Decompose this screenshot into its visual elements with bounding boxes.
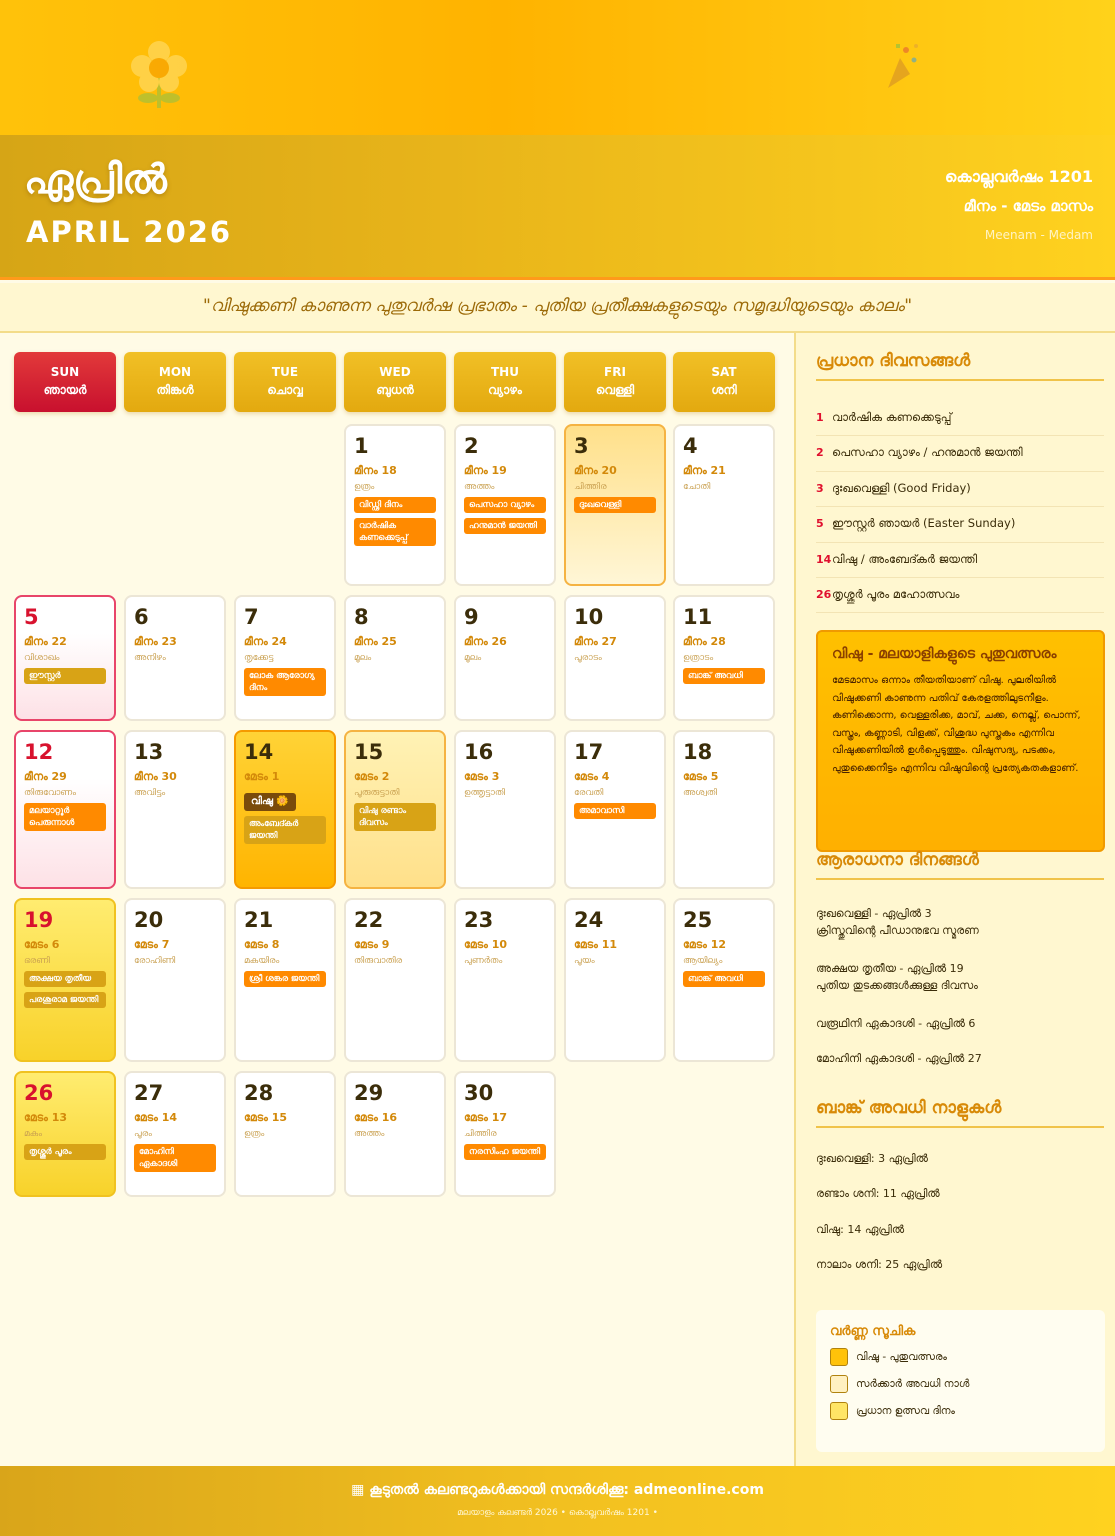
event-tag: ഈസ്റ്റർ: [24, 668, 106, 684]
malayalam-date: മീനം 30: [134, 770, 177, 783]
star-name: പുണർതം: [464, 956, 503, 966]
day-number: 18: [683, 740, 713, 764]
weekday-header-tue: [234, 352, 336, 412]
day-cell-5[interactable]: [14, 595, 116, 721]
worship-day-title: ദുഃഖവെള്ളി - ഏപ്രിൽ 3: [816, 907, 932, 920]
day-cell-17[interactable]: [564, 730, 666, 889]
day-cell-23[interactable]: [454, 898, 556, 1062]
event-tag: ബാങ്ക് അവധി: [683, 971, 765, 987]
vishu-quote: "വിഷുക്കണി കാണുന്ന പുതുവർഷ പ്രഭാതം - പുതിയ പ്രതീക്ഷകളുടെയും സമൃദ്ധിയുടെയും കാലം": [0, 283, 1115, 333]
malayalam-date: മേടം 5: [683, 770, 719, 783]
important-day-label: വിഷു / അംബേദ്കർ ജയന്തി: [832, 551, 978, 566]
event-tag: ദുഃഖവെള്ളി: [574, 497, 656, 513]
weekday-en: WED: [379, 365, 411, 379]
weekday-ml: ഞായർ: [43, 383, 87, 397]
star-name: അശ്വതി: [683, 788, 717, 798]
day-number: 9: [464, 605, 479, 629]
day-number: 20: [134, 908, 164, 932]
event-tag: അംബേദ്കർ ജയന്തി: [244, 816, 326, 844]
legend-row: [830, 1348, 1091, 1366]
worship-day-desc: പുതിയ തുടക്കങ്ങൾക്കുള്ള ദിവസം: [816, 979, 978, 992]
bank-holidays-list: [816, 1148, 1104, 1290]
star-name: അത്തം: [464, 482, 495, 492]
worship-day-title: അക്ഷയ തൃതീയ - ഏപ്രിൽ 19: [816, 962, 964, 975]
weekday-en: SAT: [711, 365, 737, 379]
day-number: 30: [464, 1081, 494, 1105]
malayalam-date: മേടം 14: [134, 1111, 178, 1124]
malayalam-date: മേടം 10: [464, 938, 508, 951]
star-name: വിശാഖം: [24, 653, 60, 663]
star-name: അത്തം: [354, 1129, 385, 1139]
important-day-label: പെസഹാ വ്യാഴം / ഹനുമാൻ ജയന്തി: [832, 445, 1023, 460]
event-tag: നരസിംഹ ജയന്തി: [464, 1144, 546, 1160]
worship-day-item: [816, 1048, 1104, 1083]
star-name: ഉത്രം: [244, 1129, 265, 1139]
star-name: പൂരം: [134, 1129, 152, 1139]
malayalam-date: മീനം 18: [354, 464, 397, 477]
day-number: 25: [683, 908, 713, 932]
important-day-item: [816, 507, 1104, 542]
legend-label: വിഷു - പുതുവത്സരം: [856, 1350, 947, 1363]
malayalam-date: മീനം 24: [244, 635, 287, 648]
day-cell-30[interactable]: [454, 1071, 556, 1197]
day-number: 5: [24, 605, 39, 629]
day-cell-4[interactable]: [673, 424, 775, 586]
weekday-en: MON: [158, 365, 192, 379]
worship-day-item: [816, 1013, 1104, 1048]
bank-holidays-title: ബാങ്ക് അവധി നാളുകൾ: [816, 1098, 1002, 1118]
day-cell-13[interactable]: [124, 730, 226, 889]
malayalam-date: മേടം 4: [574, 770, 610, 783]
day-number: 2: [464, 434, 479, 458]
important-days-list: [816, 401, 1104, 613]
important-day-label: ഈസ്റ്റർ ഞായർ (Easter Sunday): [832, 516, 1016, 531]
star-name: രേവതി: [574, 788, 604, 798]
star-name: ചോതി: [683, 482, 711, 492]
malayalam-months: മീനം - മേടം മാസം: [963, 197, 1093, 215]
day-number: 10: [574, 605, 604, 629]
weekday-en: THU: [491, 365, 519, 379]
day-number: 6: [134, 605, 149, 629]
star-name: പൂയം: [574, 956, 595, 966]
divider: [816, 878, 1104, 880]
legend-row: [830, 1402, 1091, 1420]
day-number: 1: [354, 434, 369, 458]
day-cell-1[interactable]: [344, 424, 446, 586]
weekday-header-mon: [124, 352, 226, 412]
day-number: 13: [134, 740, 164, 764]
important-day-item: [816, 401, 1104, 436]
sidebar: [794, 333, 1115, 1466]
event-tag: ഹനുമാൻ ജയന്തി: [464, 518, 546, 534]
day-cell-7[interactable]: [234, 595, 336, 721]
malayalam-date: മീനം 27: [574, 635, 617, 648]
worship-days-title: ആരാധനാ ദിനങ്ങൾ: [816, 850, 979, 870]
day-number: 23: [464, 908, 494, 932]
weekday-ml: ബുധൻ: [376, 383, 414, 397]
malayalam-date: മേടം 3: [464, 770, 500, 783]
important-day-label: ദുഃഖവെള്ളി (Good Friday): [832, 480, 971, 495]
malayalam-date: മീനം 21: [683, 464, 726, 477]
divider: [816, 379, 1104, 381]
day-cell-8[interactable]: [344, 595, 446, 721]
weekday-header-thu: [454, 352, 556, 412]
malayalam-date: മീനം 23: [134, 635, 177, 648]
day-number: 12: [24, 740, 54, 764]
day-cell-16[interactable]: [454, 730, 556, 889]
legend-title: വർണ്ണ സൂചിക: [830, 1324, 916, 1339]
malayalam-date: മീനം 26: [464, 635, 507, 648]
important-day-date: 14: [816, 552, 832, 566]
event-tag: ബാങ്ക് അവധി: [683, 668, 765, 684]
malayalam-date: മേടം 12: [683, 938, 727, 951]
important-day-item: [816, 578, 1104, 613]
vishu-info-text: മേടമാസം ഒന്നാം തീയതിയാണ് വിഷു. പുലരിയിൽ വിഷുക്കണി കാണുന്ന പതിവ് കേരളത്തിലുടനീളം. കണിക്കൊന്ന, വെള്ളരിക്ക, മാവ്, ചക്ക, നെല്ല്, പൊന്ന്, വസ്ത്രം, കണ്ണാടി, വിളക്ക്, വിശുദ്ധ പുസ്തകം എന്നിവ വിഷുക്കണിയിൽ ഉൾപ്പെടുത്തും. വിഷുസദ്യ, പടക്കം, പുതുക്കൈനീട്ടം എന്നിവ വിഷുവിന്റെ പ്രത്യേകതകളാണ്.: [832, 675, 1081, 774]
day-cell-6[interactable]: [124, 595, 226, 721]
event-tag: പെസഹാ വ്യാഴം: [464, 497, 546, 513]
day-number: 28: [244, 1081, 274, 1105]
bank-holidays-section: [816, 1098, 1104, 1128]
malayalam-date: മേടം 15: [244, 1111, 288, 1124]
malayalam-date: മേടം 11: [574, 938, 618, 951]
event-tag: മോഹിനി ഏകാദശി: [134, 1144, 216, 1172]
bank-holiday-item: വിഷു: 14 ഏപ്രിൽ: [816, 1222, 905, 1236]
important-day-item: [816, 543, 1104, 578]
important-day-date: 5: [816, 517, 824, 531]
day-number: 17: [574, 740, 604, 764]
event-tag: വിഷു 🌼: [244, 793, 296, 811]
star-name: പൂരുരുട്ടാതി: [354, 788, 400, 798]
star-name: മകം: [24, 1129, 43, 1139]
weekday-en: TUE: [271, 365, 299, 379]
star-name: ഉത്രം: [354, 482, 375, 492]
star-name: മൂലം: [464, 653, 482, 663]
day-cell-25[interactable]: [673, 898, 775, 1062]
malayalam-date: മേടം 16: [354, 1111, 398, 1124]
day-cell-19[interactable]: [14, 898, 116, 1062]
kollavarsham-year: കൊല്ലവർഷം 1201: [944, 167, 1093, 186]
star-name: അനിഴം: [134, 653, 166, 663]
malayalam-date: മീനം 22: [24, 635, 67, 648]
malayalam-date: മേടം 17: [464, 1111, 508, 1124]
footer-text: കൂടുതൽ കലണ്ടറുകൾക്കായി സന്ദർശിക്കൂ:: [369, 1482, 630, 1498]
star-name: മകയിരം: [244, 956, 280, 966]
star-name: പൂരാടം: [574, 653, 602, 663]
footer-subtext: മലയാളം കലണ്ടർ 2026 • കൊല്ലവർഷം 1201 •: [457, 1508, 658, 1518]
event-tag: മലയാറ്റൂർ പെരുന്നാൾ: [24, 803, 106, 831]
event-tag: ശ്രീ ശങ്കര ജയന്തി: [244, 971, 326, 987]
footer-line: [0, 1482, 1115, 1498]
important-day-item: [816, 436, 1104, 471]
weekday-header-sun: [14, 352, 116, 412]
weekday-header-fri: [564, 352, 666, 412]
weekday-ml: വെള്ളി: [595, 383, 635, 397]
malayalam-date: മേടം 6: [24, 938, 60, 951]
calendar-icon: ▦: [351, 1482, 365, 1498]
day-cell-2[interactable]: [454, 424, 556, 586]
weekday-ml: തിങ്കൾ: [156, 383, 194, 397]
event-tag: പരശുരാമ ജയന്തി: [24, 992, 106, 1008]
malayalam-date: മേടം 1: [244, 770, 280, 783]
day-cell-14[interactable]: [234, 730, 336, 889]
worship-days-list: [816, 903, 1104, 1083]
day-number: 14: [244, 740, 274, 764]
vishu-info-title: വിഷു - മലയാളികളുടെ പുതുവത്സരം: [832, 646, 1057, 662]
day-cell-12[interactable]: [14, 730, 116, 889]
day-number: 22: [354, 908, 384, 932]
important-day-item: [816, 472, 1104, 507]
day-cell-29[interactable]: [344, 1071, 446, 1197]
day-cell-9[interactable]: [454, 595, 556, 721]
event-tag: വാർഷിക കണക്കെടുപ്പ്: [354, 518, 436, 546]
day-cell-11[interactable]: [673, 595, 775, 721]
day-cell-20[interactable]: [124, 898, 226, 1062]
day-cell-10[interactable]: [564, 595, 666, 721]
day-cell-22[interactable]: [344, 898, 446, 1062]
footer: [0, 1466, 1115, 1536]
month-title-english: APRIL 2026: [26, 215, 233, 249]
important-day-date: 26: [816, 587, 832, 601]
vishu-info-box: [816, 630, 1105, 852]
important-day-date: 2: [816, 446, 824, 460]
day-cell-26[interactable]: [14, 1071, 116, 1197]
day-cell-28[interactable]: [234, 1071, 336, 1197]
day-cell-3[interactable]: [564, 424, 666, 586]
important-day-date: 1: [816, 411, 824, 424]
website-link[interactable]: admeonline.com: [633, 1482, 764, 1498]
day-cell-24[interactable]: [564, 898, 666, 1062]
important-day-label: വാർഷിക കണക്കെടുപ്പ്: [832, 410, 952, 424]
malayalam-date: മീനം 19: [464, 464, 507, 477]
weekday-header-wed: [344, 352, 446, 412]
day-cell-15[interactable]: [344, 730, 446, 889]
party-popper-icon: [884, 40, 920, 90]
worship-day-desc: ക്രിസ്തുവിന്റെ പീഡാനുഭവ സ്മരണ: [816, 924, 979, 937]
day-cell-21[interactable]: [234, 898, 336, 1062]
malayalam-date: മേടം 7: [134, 938, 170, 951]
calendar-header: [0, 135, 1115, 280]
day-number: 15: [354, 740, 384, 764]
star-name: മൂലം: [354, 653, 372, 663]
color-legend: [816, 1310, 1105, 1452]
day-cell-27[interactable]: [124, 1071, 226, 1197]
important-days-title: പ്രധാന ദിവസങ്ങൾ: [816, 351, 971, 371]
weekday-en: SUN: [50, 365, 80, 379]
day-number: 27: [134, 1081, 164, 1105]
important-days-section: [816, 351, 1104, 381]
weekday-ml: ചൊവ്വ: [267, 383, 303, 397]
divider: [816, 1126, 1104, 1128]
event-tag: വിഡ്ഢി ദിനം: [354, 497, 436, 513]
star-name: ചിത്തിര: [464, 1129, 497, 1139]
bank-holiday-item: നാലാം ശനി: 25 ഏപ്രിൽ: [816, 1258, 943, 1272]
important-day-label: തൃശ്ശൂർ പൂരം മഹോത്സവം: [832, 586, 960, 601]
event-tag: അമാവാസി: [574, 803, 656, 819]
star-name: തൃക്കേട്ട: [244, 653, 274, 663]
weekday-en: FRI: [604, 365, 626, 379]
event-tag: ലോക ആരോഗ്യ ദിനം: [244, 668, 326, 696]
event-tag: അക്ഷയ തൃതീയ: [24, 971, 106, 987]
star-name: ചിത്തിര: [574, 482, 607, 492]
flower-icon: [128, 40, 190, 112]
legend-label: സർക്കാർ അവധി നാൾ: [856, 1377, 970, 1390]
legend-swatch: [830, 1375, 848, 1393]
event-tag: വിഷു രണ്ടാം ദിവസം: [354, 803, 436, 831]
worship-days-section: [816, 850, 1104, 880]
star-name: ആയില്യം: [683, 956, 723, 966]
star-name: ഉത്രാടം: [683, 653, 714, 663]
worship-day-item: [816, 903, 1104, 958]
malayalam-date: മീനം 29: [24, 770, 67, 783]
malayalam-date: മേടം 13: [24, 1111, 68, 1124]
event-tag: തൃശ്ശൂർ പൂരം: [24, 1144, 106, 1160]
day-number: 4: [683, 434, 698, 458]
malayalam-date: മേടം 9: [354, 938, 390, 951]
day-cell-18[interactable]: [673, 730, 775, 889]
day-number: 24: [574, 908, 604, 932]
star-name: അവിട്ടം: [134, 788, 166, 798]
legend-label: പ്രധാന ഉത്സവ ദിനം: [856, 1404, 955, 1417]
day-number: 8: [354, 605, 369, 629]
star-name: രോഹിണി: [134, 956, 176, 966]
star-name: തിരുവോണം: [24, 788, 77, 798]
month-title-malayalam: ഏപ്രിൽ: [24, 157, 167, 203]
day-number: 19: [24, 908, 54, 932]
day-number: 16: [464, 740, 494, 764]
worship-day-item: [816, 958, 1104, 1013]
legend-swatch: [830, 1402, 848, 1420]
day-number: 26: [24, 1081, 54, 1105]
star-name: ഭരണി: [24, 956, 50, 966]
bank-holiday-item: ദുഃഖവെള്ളി: 3 ഏപ്രിൽ: [816, 1152, 928, 1165]
malayalam-date: മേടം 2: [354, 770, 390, 783]
malayalam-date: മീനം 25: [354, 635, 397, 648]
worship-day-title: വരൂഥിനി ഏകാദശി - ഏപ്രിൽ 6: [816, 1017, 976, 1030]
malayalam-months-english: Meenam - Medam: [984, 228, 1093, 242]
bank-holiday-item: രണ്ടാം ശനി: 11 ഏപ്രിൽ: [816, 1187, 940, 1201]
star-name: തിരുവാതിര: [354, 956, 403, 966]
malayalam-date: മേടം 8: [244, 938, 280, 951]
day-number: 21: [244, 908, 274, 932]
malayalam-date: മീനം 20: [574, 464, 617, 477]
day-number: 29: [354, 1081, 384, 1105]
star-name: ഉത്തൃട്ടാതി: [464, 788, 505, 798]
weekday-header-sat: [673, 352, 775, 412]
legend-swatch: [830, 1348, 848, 1366]
weekday-ml: ശനി: [711, 383, 737, 397]
day-number: 11: [683, 605, 713, 629]
day-number: 3: [574, 434, 589, 458]
weekday-ml: വ്യാഴം: [488, 383, 522, 397]
malayalam-date: മീനം 28: [683, 635, 726, 648]
day-number: 7: [244, 605, 259, 629]
important-day-date: 3: [816, 481, 824, 495]
worship-day-title: മോഹിനി ഏകാദശി - ഏപ്രിൽ 27: [816, 1052, 982, 1065]
legend-row: [830, 1375, 1091, 1393]
